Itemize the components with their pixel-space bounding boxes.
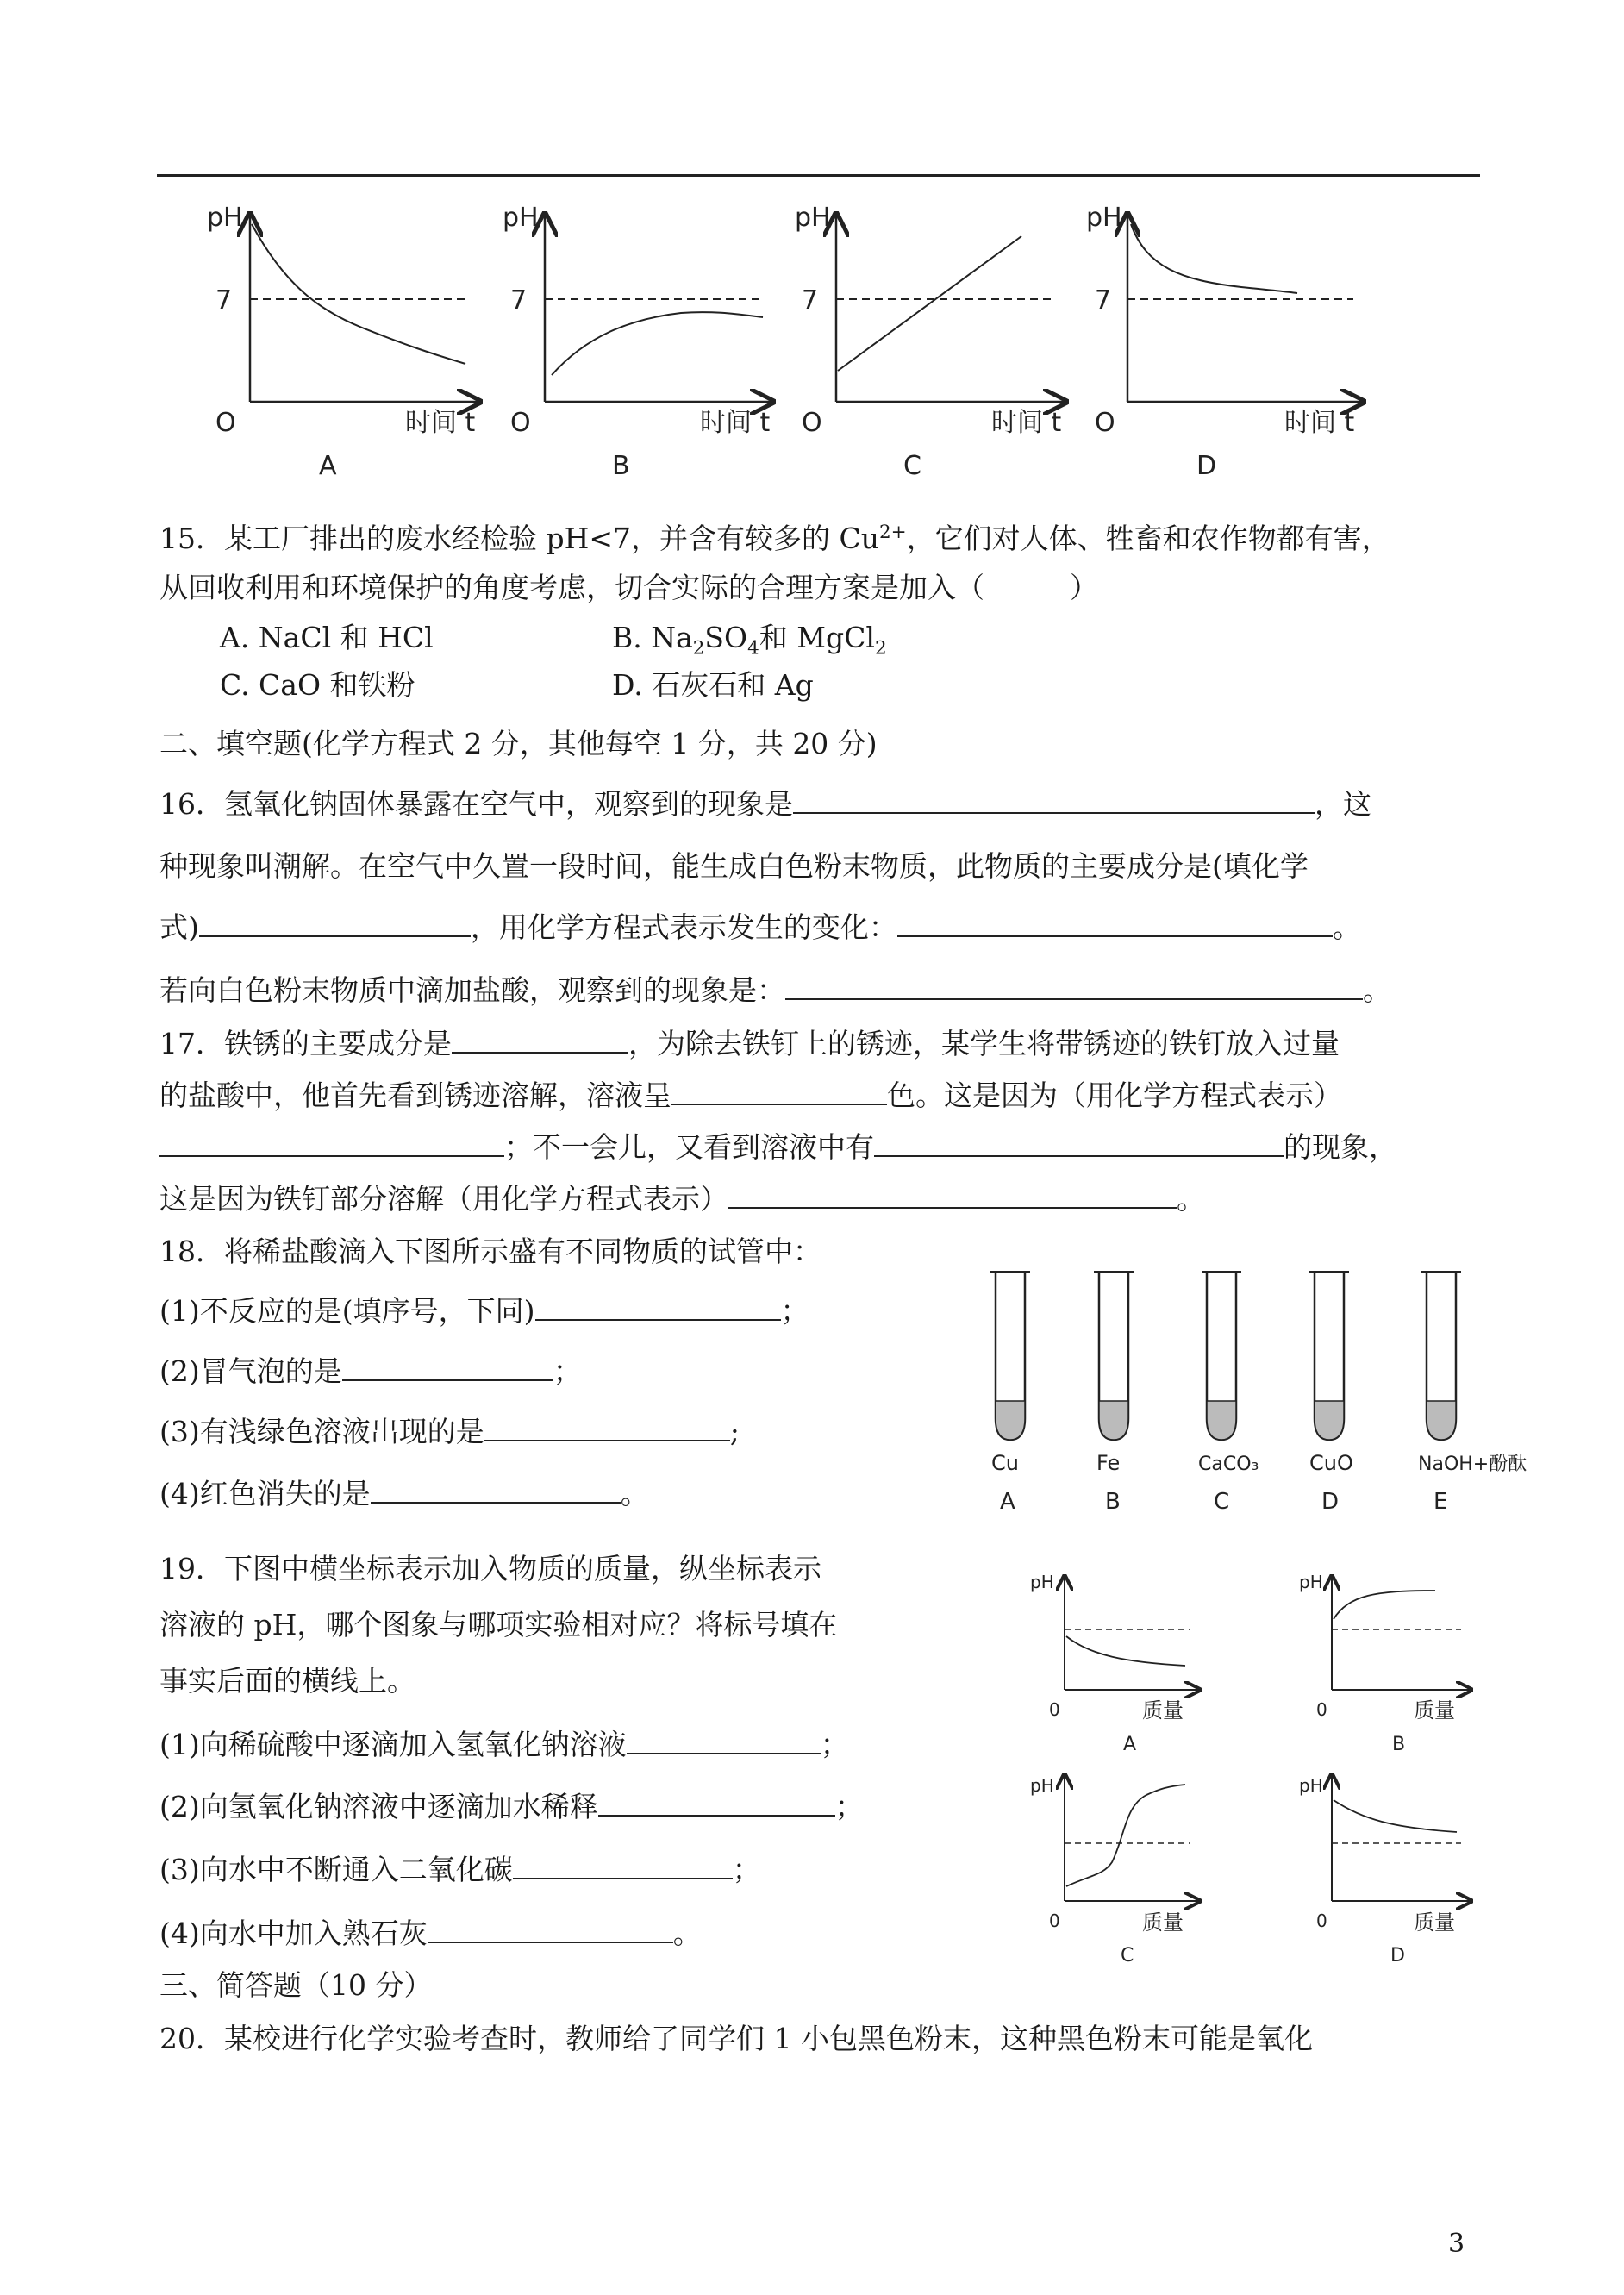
q19-part2: (2)向氢氧化钠溶液中逐滴加水稀释 ； bbox=[159, 1790, 864, 1823]
q16-blank-2[interactable] bbox=[199, 910, 471, 937]
q16-blank-3[interactable] bbox=[897, 910, 1333, 937]
q19-part1: (1)向稀硫酸中逐滴加入氢氧化钠溶液 ； bbox=[159, 1728, 849, 1761]
q19-part4: (4)向水中加入熟石灰 。 bbox=[159, 1917, 702, 1950]
mass-graph-c bbox=[1030, 1775, 1198, 1966]
q16-line3: 式) ，用化学方程式表示发生的变化： 。 bbox=[159, 910, 1361, 944]
q17-blank-1[interactable] bbox=[452, 1026, 628, 1054]
svg-text:NaOH+酚酞: NaOH+酚酞 bbox=[1418, 1454, 1527, 1475]
svg-text:pH: pH bbox=[1299, 1775, 1323, 1796]
svg-text:CaCO₃: CaCO₃ bbox=[1198, 1454, 1259, 1475]
svg-text:pH: pH bbox=[1299, 1572, 1323, 1592]
svg-text:A: A bbox=[1123, 1734, 1137, 1755]
q19-line1: 19．下图中横坐标表示加入物质的质量，纵坐标表示 bbox=[159, 1552, 821, 1585]
graph-d bbox=[1086, 203, 1362, 481]
q17-blank-3[interactable] bbox=[159, 1129, 504, 1157]
q15-option-a: A. NaCl 和 HCl bbox=[220, 621, 434, 654]
q16-line2: 种现象叫潮解。在空气中久置一段时间，能生成白色粉末物质，此物质的主要成分是(填化学 bbox=[159, 849, 1309, 883]
graph-d-ylabel: pH bbox=[1086, 203, 1122, 233]
svg-text:pH: pH bbox=[1030, 1572, 1054, 1592]
q20-line1: 20．某校进行化学实验考查时，教师给了同学们 1 小包黑色粉末，这种黑色粉末可能是氧化 bbox=[159, 2022, 1313, 2055]
svg-text:C: C bbox=[1214, 1489, 1230, 1515]
graph-a-xlabel: 时间 t bbox=[405, 408, 476, 438]
q18-blank-4[interactable] bbox=[371, 1476, 621, 1504]
svg-text:0: 0 bbox=[1049, 1699, 1060, 1720]
q16-line1: 16．氢氧化钠固体暴露在空气中，观察到的现象是 ，这 bbox=[159, 787, 1371, 821]
q17-line1: 17．铁锈的主要成分是 ，为除去铁钉上的锈迹，某学生将带锈迹的铁钉放入过量 bbox=[159, 1027, 1340, 1060]
tube-e bbox=[1418, 1272, 1527, 1515]
mass-graph-a bbox=[1030, 1572, 1198, 1755]
ph-mass-graphs bbox=[1030, 1569, 1513, 1966]
q19-blank-1[interactable] bbox=[627, 1727, 821, 1754]
q16-blank-4[interactable] bbox=[785, 972, 1363, 1000]
q15-option-b: B. $Na_2SO_4$和 MgCl$_2$ bbox=[612, 621, 887, 660]
svg-text:0: 0 bbox=[1316, 1699, 1327, 1720]
tube-c bbox=[1198, 1272, 1259, 1515]
q15-line1: 15．某工厂排出的废水经检验 pH<7，并含有较多的 $Cu^{2+}$，它们对人体、牲畜和农作物都有害， bbox=[159, 522, 1390, 555]
graph-a-seven: 7 bbox=[215, 285, 233, 316]
svg-text:C: C bbox=[1121, 1945, 1134, 1966]
graph-c-xlabel: 时间 t bbox=[991, 408, 1062, 438]
q19-line3: 事实后面的横线上。 bbox=[159, 1664, 415, 1698]
svg-text:pH: pH bbox=[1030, 1775, 1054, 1796]
graph-b bbox=[503, 203, 771, 481]
tube-a bbox=[990, 1272, 1030, 1515]
graph-a-ylabel: pH bbox=[207, 203, 243, 233]
graph-b-label: B bbox=[612, 451, 630, 481]
graph-b-origin: O bbox=[510, 408, 531, 438]
svg-text:质量: 质量 bbox=[1142, 1910, 1184, 1935]
q18-part4: (4)红色消失的是 。 bbox=[159, 1477, 649, 1510]
graph-b-xlabel: 时间 t bbox=[700, 408, 771, 438]
q19-blank-3[interactable] bbox=[513, 1852, 733, 1879]
q15-line2: 从回收利用和环境保护的角度考虑，切合实际的合理方案是加入（ ） bbox=[159, 571, 1098, 604]
q17-line3: ；不一会儿，又看到溶液中有 的现象， bbox=[159, 1129, 1397, 1165]
svg-text:质量: 质量 bbox=[1142, 1698, 1184, 1723]
q19-line2: 溶液的 pH，哪个图象与哪项实验相对应？将标号填在 bbox=[159, 1608, 838, 1642]
tube-b bbox=[1094, 1272, 1134, 1515]
q18-blank-1[interactable] bbox=[535, 1293, 781, 1321]
graph-c bbox=[795, 203, 1065, 481]
ph-time-graphs bbox=[155, 198, 1483, 491]
graph-a-origin: O bbox=[215, 408, 236, 438]
svg-text:质量: 质量 bbox=[1414, 1698, 1455, 1723]
graph-b-seven: 7 bbox=[510, 285, 528, 316]
graph-d-seven: 7 bbox=[1095, 285, 1112, 316]
graph-d-xlabel: 时间 t bbox=[1284, 408, 1355, 438]
svg-text:Fe: Fe bbox=[1096, 1451, 1121, 1475]
mass-graph-d bbox=[1299, 1775, 1470, 1966]
svg-text:D: D bbox=[1390, 1945, 1405, 1966]
q17-blank-4[interactable] bbox=[874, 1129, 1284, 1157]
q18-part2: (2)冒气泡的是 ； bbox=[159, 1354, 582, 1388]
graph-a-label: A bbox=[319, 451, 337, 481]
tube-d bbox=[1309, 1272, 1353, 1515]
svg-text:E: E bbox=[1433, 1489, 1448, 1515]
q17-blank-5[interactable] bbox=[728, 1181, 1177, 1209]
section-2-heading: 二、填空题(化学方程式 2 分，其他每空 1 分，共 20 分) bbox=[159, 727, 878, 760]
svg-text:B: B bbox=[1392, 1734, 1406, 1755]
svg-text:Cu: Cu bbox=[991, 1451, 1019, 1475]
graph-c-label: C bbox=[903, 451, 921, 481]
q18-blank-2[interactable] bbox=[342, 1354, 553, 1381]
q17-line2: 的盐酸中，他首先看到锈迹溶解，溶液呈 色。这是因为（用化学方程式表示） bbox=[159, 1079, 1342, 1112]
svg-text:0: 0 bbox=[1049, 1910, 1060, 1931]
graph-d-label: D bbox=[1196, 451, 1217, 481]
mass-graph-b bbox=[1299, 1572, 1470, 1755]
q16-line4: 若向白色粉末物质中滴加盐酸，观察到的现象是： 。 bbox=[159, 973, 1391, 1007]
q18-part1: (1)不反应的是(填序号，下同) ； bbox=[159, 1294, 809, 1328]
q16-blank-1[interactable] bbox=[793, 786, 1315, 814]
q18-intro: 18．将稀盐酸滴入下图所示盛有不同物质的试管中： bbox=[159, 1235, 821, 1268]
q19-part3: (3)向水中不断通入二氧化碳 ； bbox=[159, 1853, 761, 1886]
q15-option-c: C. CaO 和铁粉 bbox=[220, 668, 415, 702]
graph-c-origin: O bbox=[802, 408, 822, 438]
q18-part3: (3)有浅绿色溶液出现的是 ; bbox=[159, 1415, 740, 1448]
q17-blank-2[interactable] bbox=[671, 1078, 887, 1105]
svg-text:B: B bbox=[1105, 1489, 1121, 1515]
section-3-heading: 三、简答题（10 分） bbox=[159, 1968, 433, 2002]
q19-blank-4[interactable] bbox=[428, 1916, 673, 1943]
test-tubes-figure bbox=[961, 1263, 1547, 1530]
header-rule bbox=[157, 174, 1480, 177]
graph-a bbox=[207, 203, 478, 481]
q17-line4: 这是因为铁钉部分溶解（用化学方程式表示） 。 bbox=[159, 1182, 1205, 1216]
page-number: 3 bbox=[1448, 2229, 1465, 2259]
svg-text:0: 0 bbox=[1316, 1910, 1327, 1931]
q15-option-d: D. 石灰石和 Ag bbox=[612, 668, 814, 702]
graph-b-ylabel: pH bbox=[503, 203, 539, 233]
graph-c-seven: 7 bbox=[802, 285, 819, 316]
svg-text:D: D bbox=[1321, 1489, 1340, 1515]
graph-d-origin: O bbox=[1095, 408, 1115, 438]
svg-text:A: A bbox=[1000, 1489, 1015, 1515]
q18-blank-3[interactable] bbox=[484, 1414, 730, 1441]
svg-text:质量: 质量 bbox=[1414, 1910, 1455, 1935]
graph-c-ylabel: pH bbox=[795, 203, 831, 233]
svg-text:CuO: CuO bbox=[1309, 1451, 1353, 1475]
q19-blank-2[interactable] bbox=[598, 1789, 835, 1817]
